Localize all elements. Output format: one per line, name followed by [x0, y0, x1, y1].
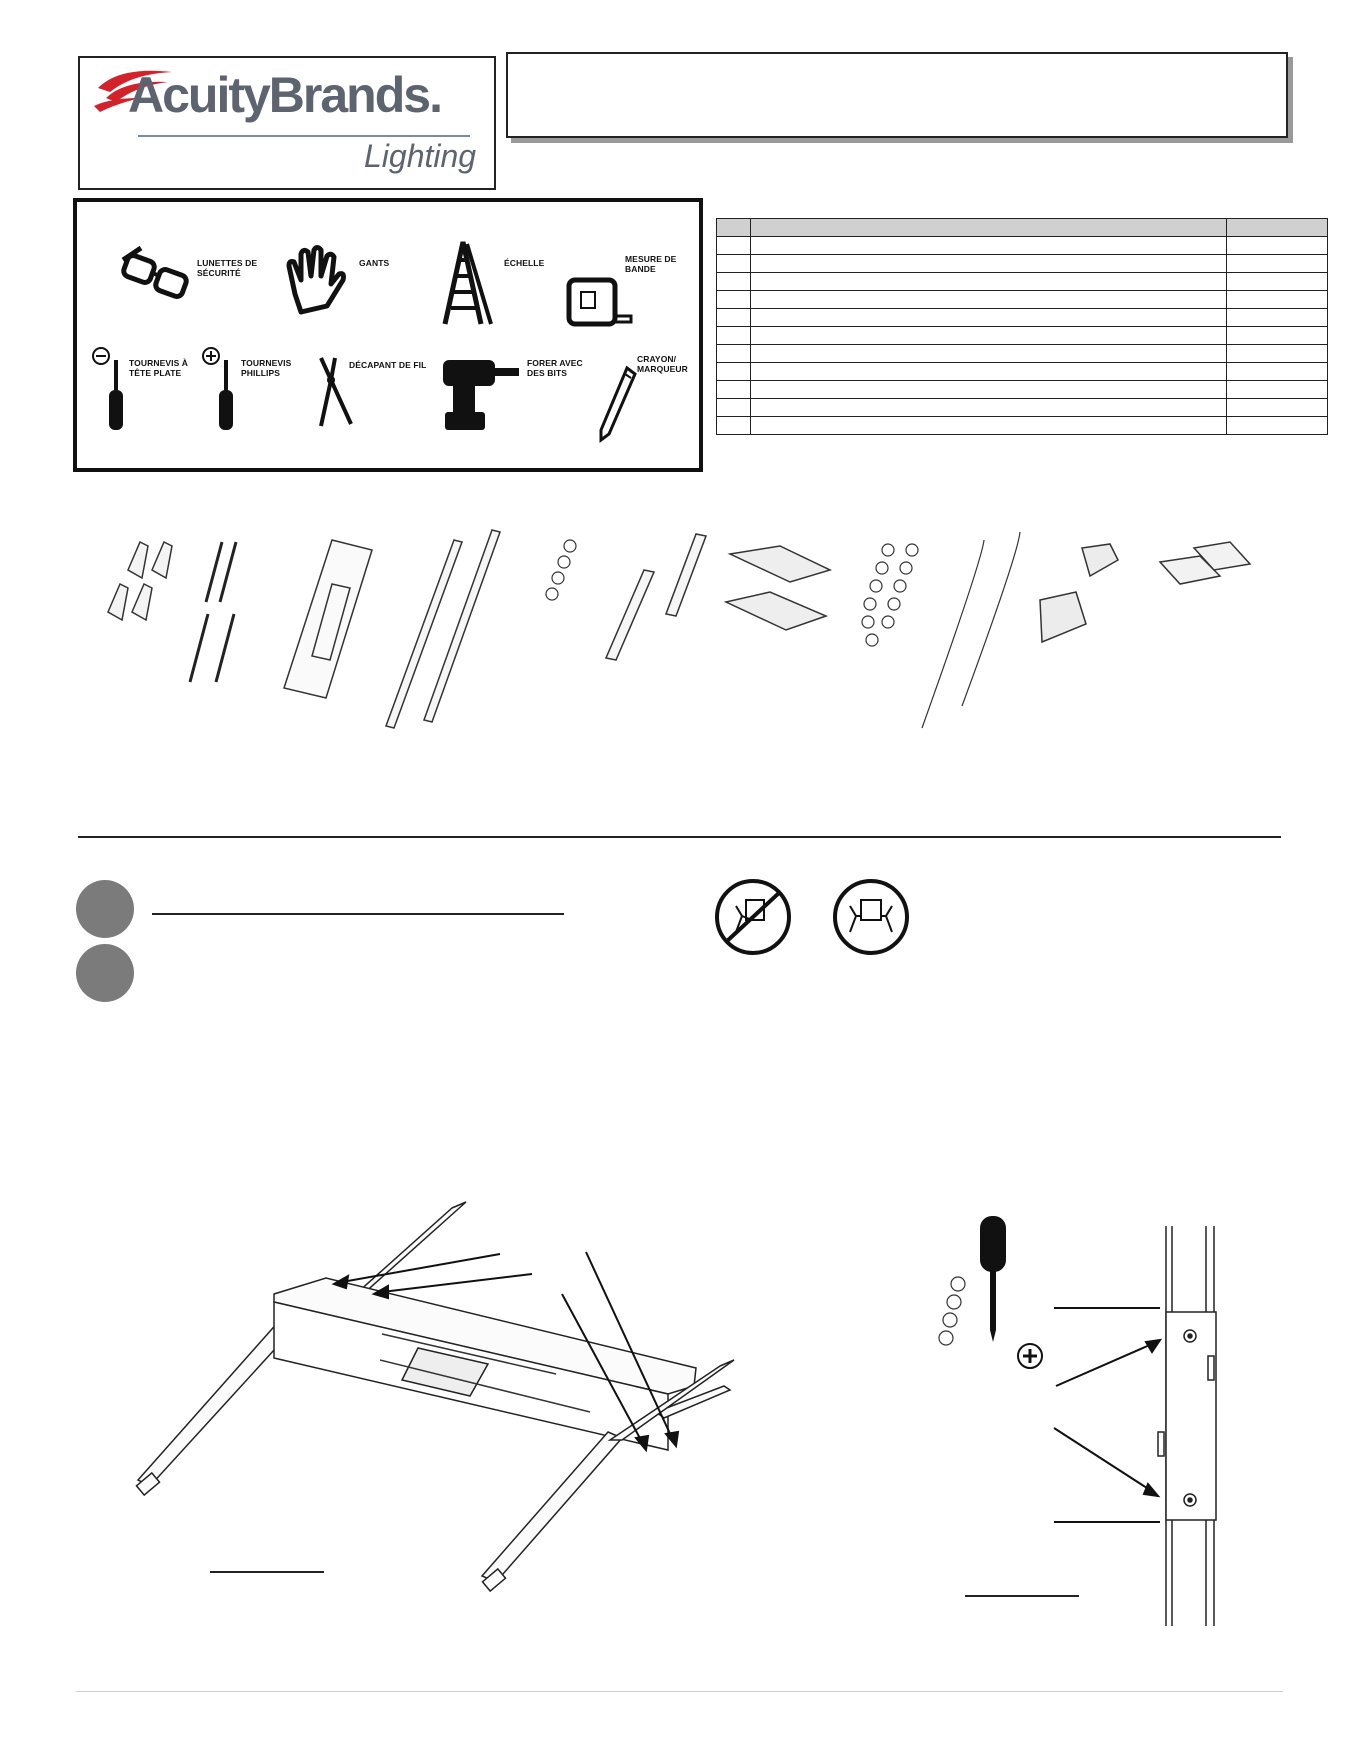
tools-panel — [73, 198, 703, 472]
z-bracket-part-icon — [1040, 544, 1118, 642]
step-circle-2 — [76, 944, 134, 1002]
frame-assembly-drawing — [120, 1190, 880, 1650]
table-row — [717, 255, 1328, 273]
tool-label-glasses: LUNETTES DE SÉCURITÉ — [197, 258, 258, 278]
tool-label-phillips: TOURNEVIS PHILLIPS — [241, 358, 292, 378]
phillips-screwdriver-icon — [201, 346, 241, 436]
rail-part-icon — [386, 530, 500, 728]
tool-label-gloves: GANTS — [359, 258, 390, 268]
table-row — [717, 399, 1328, 417]
logo-box — [78, 56, 496, 190]
bolt-part-icon — [190, 542, 236, 682]
parts-table — [716, 218, 1328, 435]
table-row — [717, 417, 1328, 435]
screw-part-icon — [939, 1277, 965, 1345]
table-row — [717, 273, 1328, 291]
pencil-icon — [597, 364, 637, 444]
two-person-lift-icon — [830, 876, 912, 958]
bracket-part-icon — [606, 534, 706, 660]
screw-set-part-icon — [862, 544, 918, 646]
detail-bracket-drawing — [920, 1216, 1250, 1636]
safety-glasses-icon — [117, 242, 197, 302]
tool-label-drill: FORER AVEC DES BITS — [527, 358, 583, 378]
ladder-icon — [437, 238, 497, 328]
hardware-parts-illustration — [0, 520, 1361, 760]
table-row — [717, 327, 1328, 345]
table-row — [717, 363, 1328, 381]
tool-label-stripper: DÉCAPANT DE FIL — [349, 360, 427, 370]
phillips-screwdriver-icon — [980, 1216, 1042, 1368]
table-header-row — [717, 219, 1328, 237]
flat-bracket-part-icon — [726, 546, 830, 630]
cable-part-icon — [922, 532, 1020, 728]
table-row — [717, 291, 1328, 309]
table-row — [717, 345, 1328, 363]
logo-subtext: Lighting — [364, 138, 477, 174]
tape-measure-icon — [565, 276, 635, 336]
tool-label-tape: MESURE DE BANDE — [625, 254, 677, 274]
hat-bracket-part-icon — [1160, 542, 1250, 584]
table-row — [717, 309, 1328, 327]
tool-label-ladder: ÉCHELLE — [504, 258, 545, 268]
figure-1-underline — [210, 1571, 324, 1573]
no-single-lift-icon — [712, 876, 794, 958]
tool-label-flathead: TOURNEVIS À TÊTE PLATE — [129, 358, 189, 378]
table-row — [717, 237, 1328, 255]
drill-icon — [439, 354, 529, 434]
footer-divider — [76, 1691, 1283, 1692]
mounting-plate-icon — [284, 540, 372, 698]
clip-part-icon — [108, 542, 172, 620]
tool-label-pencil: CRAYON/ MARQUEUR — [637, 354, 688, 374]
step-1-underline — [152, 913, 564, 915]
step-circle-1 — [76, 880, 134, 938]
screw-part-icon — [546, 540, 576, 600]
figure-2-underline — [965, 1595, 1079, 1597]
table-row — [717, 381, 1328, 399]
title-box — [506, 52, 1288, 138]
flathead-screwdriver-icon — [91, 346, 131, 436]
logo-text: AcuityBrands. — [128, 67, 441, 123]
gloves-icon — [281, 244, 351, 316]
section-divider — [78, 836, 1281, 838]
